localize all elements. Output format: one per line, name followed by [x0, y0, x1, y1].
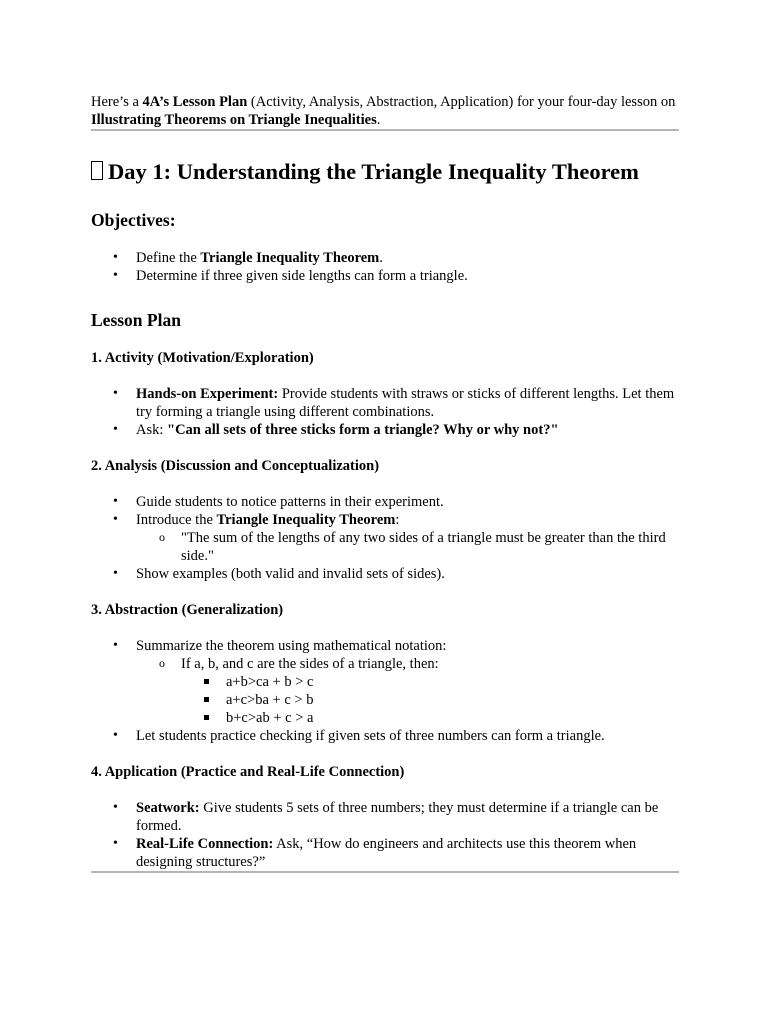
intro-text: . — [376, 112, 381, 128]
list-item — [91, 267, 681, 285]
item-text: : — [395, 512, 400, 528]
item-text: Provide students with straws or sticks of different lengths. Let them try forming a triangle using different combinations. — [136, 386, 675, 420]
item-text: Determine if three given side lengths can form a triangle. — [136, 268, 468, 284]
item-bold: Triangle Inequality Theorem — [216, 512, 396, 528]
list-item — [91, 511, 681, 565]
item-text: Guide students to notice patterns in their experiment. — [136, 494, 444, 510]
day1-title-text: Day 1: Understanding the Triangle Inequality Theorem — [108, 159, 639, 184]
abstraction-list — [91, 637, 681, 745]
item-text: Ask: — [136, 422, 168, 438]
analysis-list — [91, 493, 681, 583]
intro-paragraph — [91, 93, 681, 129]
activity-heading: 1. Activity (Motivation/Exploration) — [91, 350, 314, 366]
intro-text: Here’s a — [91, 94, 143, 110]
analysis-heading: 2. Analysis (Discussion and Conceptualization) — [91, 458, 380, 474]
list-item — [91, 637, 681, 727]
item-bold: Real-Life Connection: — [136, 836, 274, 852]
list-item — [91, 799, 681, 835]
formula-item: b+c>ab + c > a — [181, 709, 681, 727]
list-item — [91, 493, 681, 511]
intro-text: (Activity, Analysis, Abstraction, Application) for your four-day lesson on — [247, 94, 676, 110]
day1-title — [91, 159, 681, 185]
lesson-plan-heading: Lesson Plan — [91, 310, 181, 330]
item-bold: "Can all sets of three sticks form a triangle? Why or why not?" — [167, 422, 559, 438]
sub-list-item: o "The sum of the lengths of any two sides of a triangle must be greater than the third side." — [136, 529, 681, 565]
list-item — [91, 385, 681, 421]
item-bold: Seatwork: — [136, 800, 200, 816]
horizontal-rule — [91, 129, 679, 131]
item-text: If a, b, and c are the sides of a triangle, then: — [181, 656, 439, 672]
item-text: Let students practice checking if given sets of three numbers can form a triangle. — [136, 728, 605, 744]
item-text: Ask, “How do engineers and architects use this theorem when designing structures?” — [136, 836, 637, 870]
formula-item: a+b>ca + b > c — [181, 673, 681, 691]
item-bold: Hands-on Experiment: — [136, 386, 279, 402]
item-bold: Triangle Inequality Theorem — [200, 250, 380, 266]
list-item — [91, 421, 681, 439]
application-list — [91, 799, 681, 871]
item-text: Introduce the — [136, 512, 217, 528]
list-item — [91, 565, 681, 583]
item-text: Give students 5 sets of three numbers; they must determine if a triangle can be formed. — [136, 800, 659, 834]
document-body — [91, 93, 681, 873]
item-text: Show examples (both valid and invalid sets of sides). — [136, 566, 445, 582]
item-text: Summarize the theorem using mathematical notation: — [136, 638, 447, 654]
calendar-icon — [91, 161, 103, 180]
list-item — [91, 249, 681, 267]
horizontal-rule — [91, 871, 679, 873]
intro-bold-topic: Illustrating Theorems on Triangle Inequalities — [91, 112, 377, 128]
sub-list — [136, 655, 681, 727]
intro-bold-lesson-plan: 4A’s Lesson Plan — [142, 94, 248, 110]
activity-list — [91, 385, 681, 439]
objectives-heading: Objectives: — [91, 210, 176, 230]
sub-list-item — [136, 655, 681, 727]
formula-list — [181, 673, 681, 727]
objectives-list — [91, 249, 681, 285]
application-heading: 4. Application (Practice and Real-Life Connection) — [91, 764, 405, 780]
item-text: Define the — [136, 250, 201, 266]
sub-list — [136, 529, 681, 565]
list-item — [91, 727, 681, 745]
item-text: . — [379, 250, 383, 266]
list-item — [91, 835, 681, 871]
formula-item: a+c>ba + c > b — [181, 691, 681, 709]
abstraction-heading: 3. Abstraction (Generalization) — [91, 602, 284, 618]
